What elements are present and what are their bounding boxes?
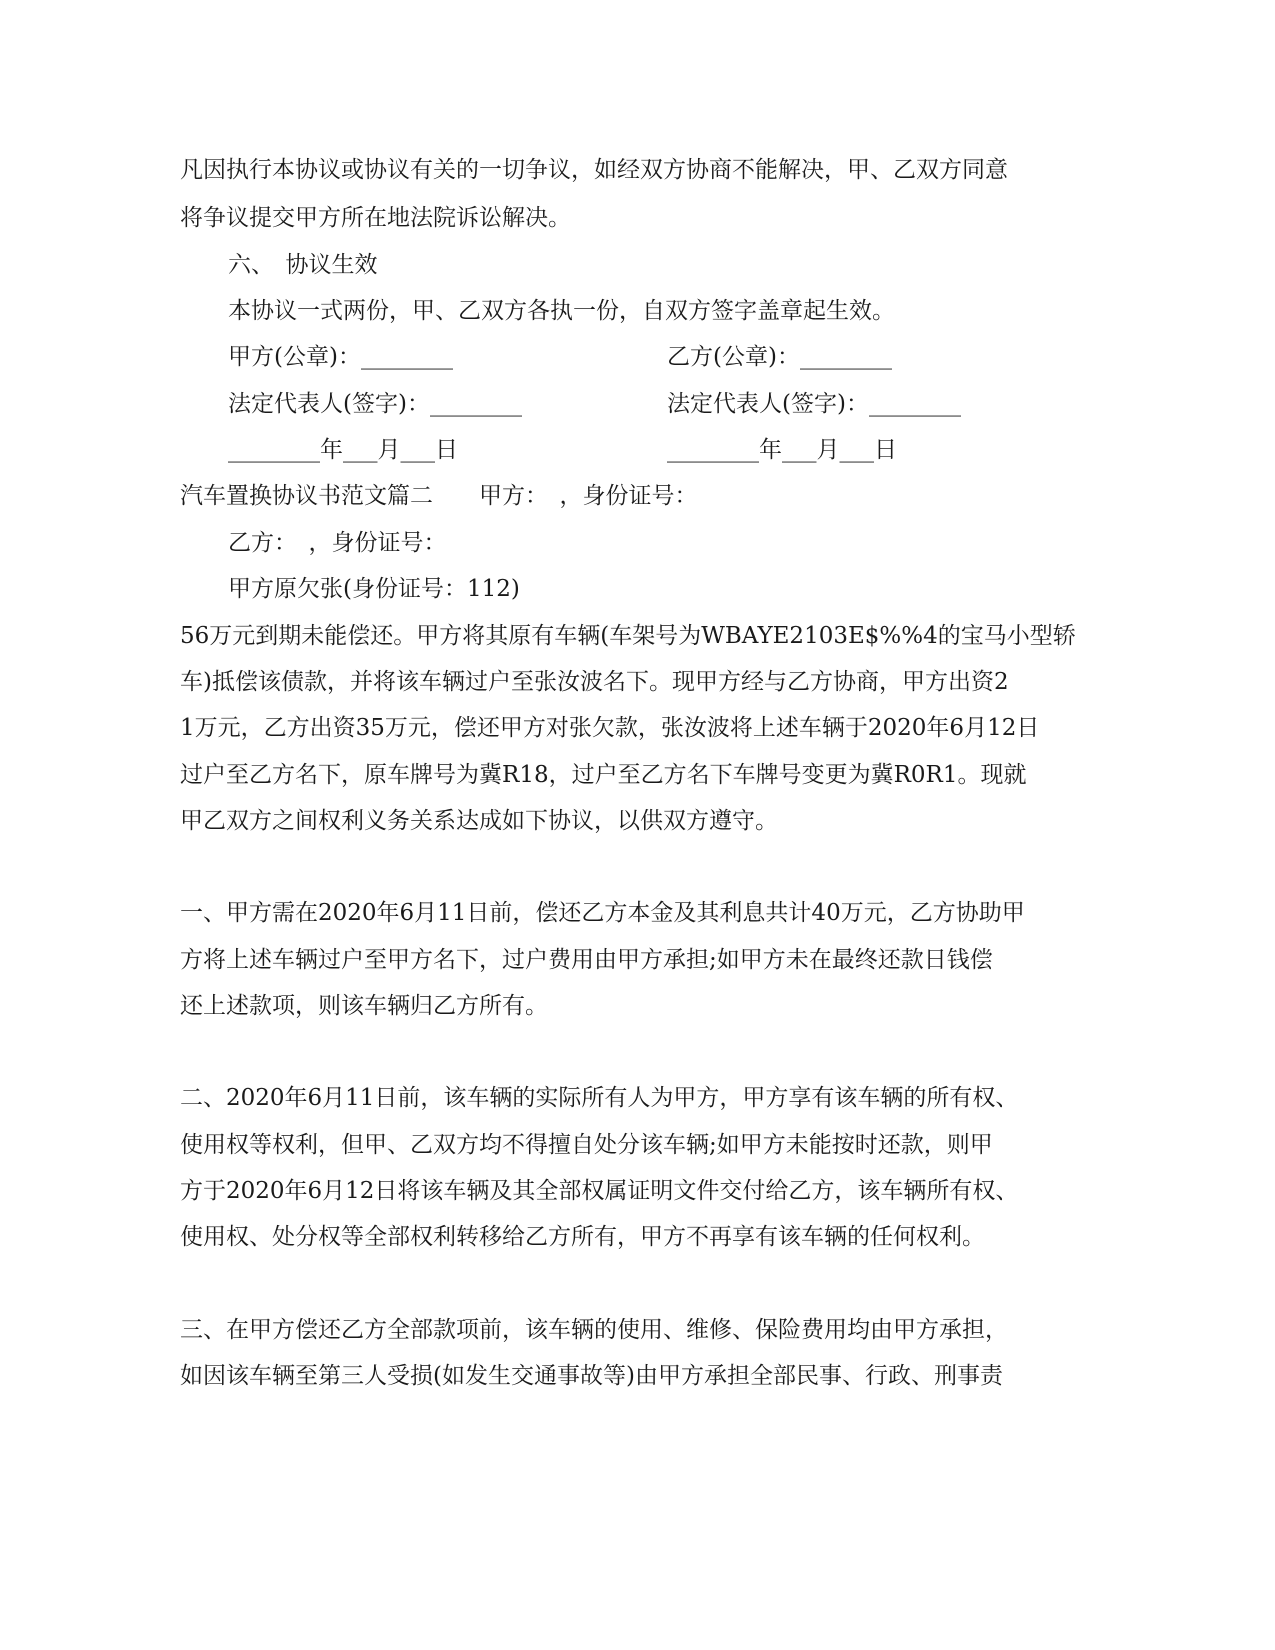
section-title: 汽车置换协议书范文篇二 甲方： ，身份证号： (180, 483, 698, 509)
paragraph-line: 56万元到期未能偿还。甲方将其原有车辆(车架号为WBAYE2103E$%%4的宝马小型轿 (180, 623, 1076, 649)
signature-party-a-date: ________年___月___日 (228, 437, 458, 463)
clause-three-line: 如因该车辆至第三人受损(如发生交通事故等)由甲方承担全部民事、行政、刑事责 (180, 1363, 1003, 1389)
clause-two-line: 使用权等权利，但甲、乙双方均不得擅自处分该车辆;如甲方未能按时还款，则甲 (180, 1132, 993, 1158)
clause-three-line: 三、在甲方偿还乙方全部款项前，该车辆的使用、维修、保险费用均由甲方承担， (180, 1317, 1008, 1343)
paragraph-line: 将争议提交甲方所在地法院诉讼解决。 (180, 205, 571, 231)
signature-party-a-seal: 甲方(公章)：________ (228, 344, 453, 370)
paragraph-line: 甲乙双方之间权利义务关系达成如下协议，以供双方遵守。 (180, 808, 778, 834)
paragraph-line: 凡因执行本协议或协议有关的一切争议，如经双方协商不能解决，甲、乙双方同意 (180, 157, 1008, 183)
paragraph-line: 甲方原欠张(身份证号：112) (228, 576, 520, 602)
clause-two-line: 使用权、处分权等全部权利转移给乙方所有，甲方不再享有该车辆的任何权利。 (180, 1224, 985, 1250)
paragraph-line: 车)抵偿该债款，并将该车辆过户至张汝波名下。现甲方经与乙方协商，甲方出资2 (180, 669, 1009, 695)
paragraph-line: 乙方： ，身份证号： (228, 530, 447, 556)
signature-party-b-seal: 乙方(公章)：________ (667, 344, 892, 370)
signature-party-b-rep: 法定代表人(签字)：________ (667, 391, 961, 417)
paragraph-line: 1万元，乙方出资35万元，偿还甲方对张欠款，张汝波将上述车辆于2020年6月12日 (180, 715, 1040, 741)
clause-one-line: 一、甲方需在2020年6月11日前，偿还乙方本金及其利息共计40万元，乙方协助甲 (180, 900, 1025, 926)
clause-two-line: 方于2020年6月12日将该车辆及其全部权属证明文件交付给乙方，该车辆所有权、 (180, 1178, 1019, 1204)
paragraph-line: 本协议一式两份，甲、乙双方各执一份，自双方签字盖章起生效。 (228, 298, 895, 324)
signature-party-a-rep: 法定代表人(签字)：________ (228, 391, 522, 417)
section-heading: 六、 协议生效 (228, 252, 378, 278)
paragraph-line: 过户至乙方名下，原车牌号为冀R18，过户至乙方名下车牌号变更为冀R0R1。现就 (180, 762, 1027, 788)
signature-party-b-date: ________年___月___日 (667, 437, 897, 463)
clause-one-line: 方将上述车辆过户至甲方名下，过户费用由甲方承担;如甲方未在最终还款日钱偿 (180, 947, 993, 973)
clause-two-line: 二、2020年6月11日前，该车辆的实际所有人为甲方，甲方享有该车辆的所有权、 (180, 1085, 1019, 1111)
clause-one-line: 还上述款项，则该车辆归乙方所有。 (180, 993, 548, 1019)
